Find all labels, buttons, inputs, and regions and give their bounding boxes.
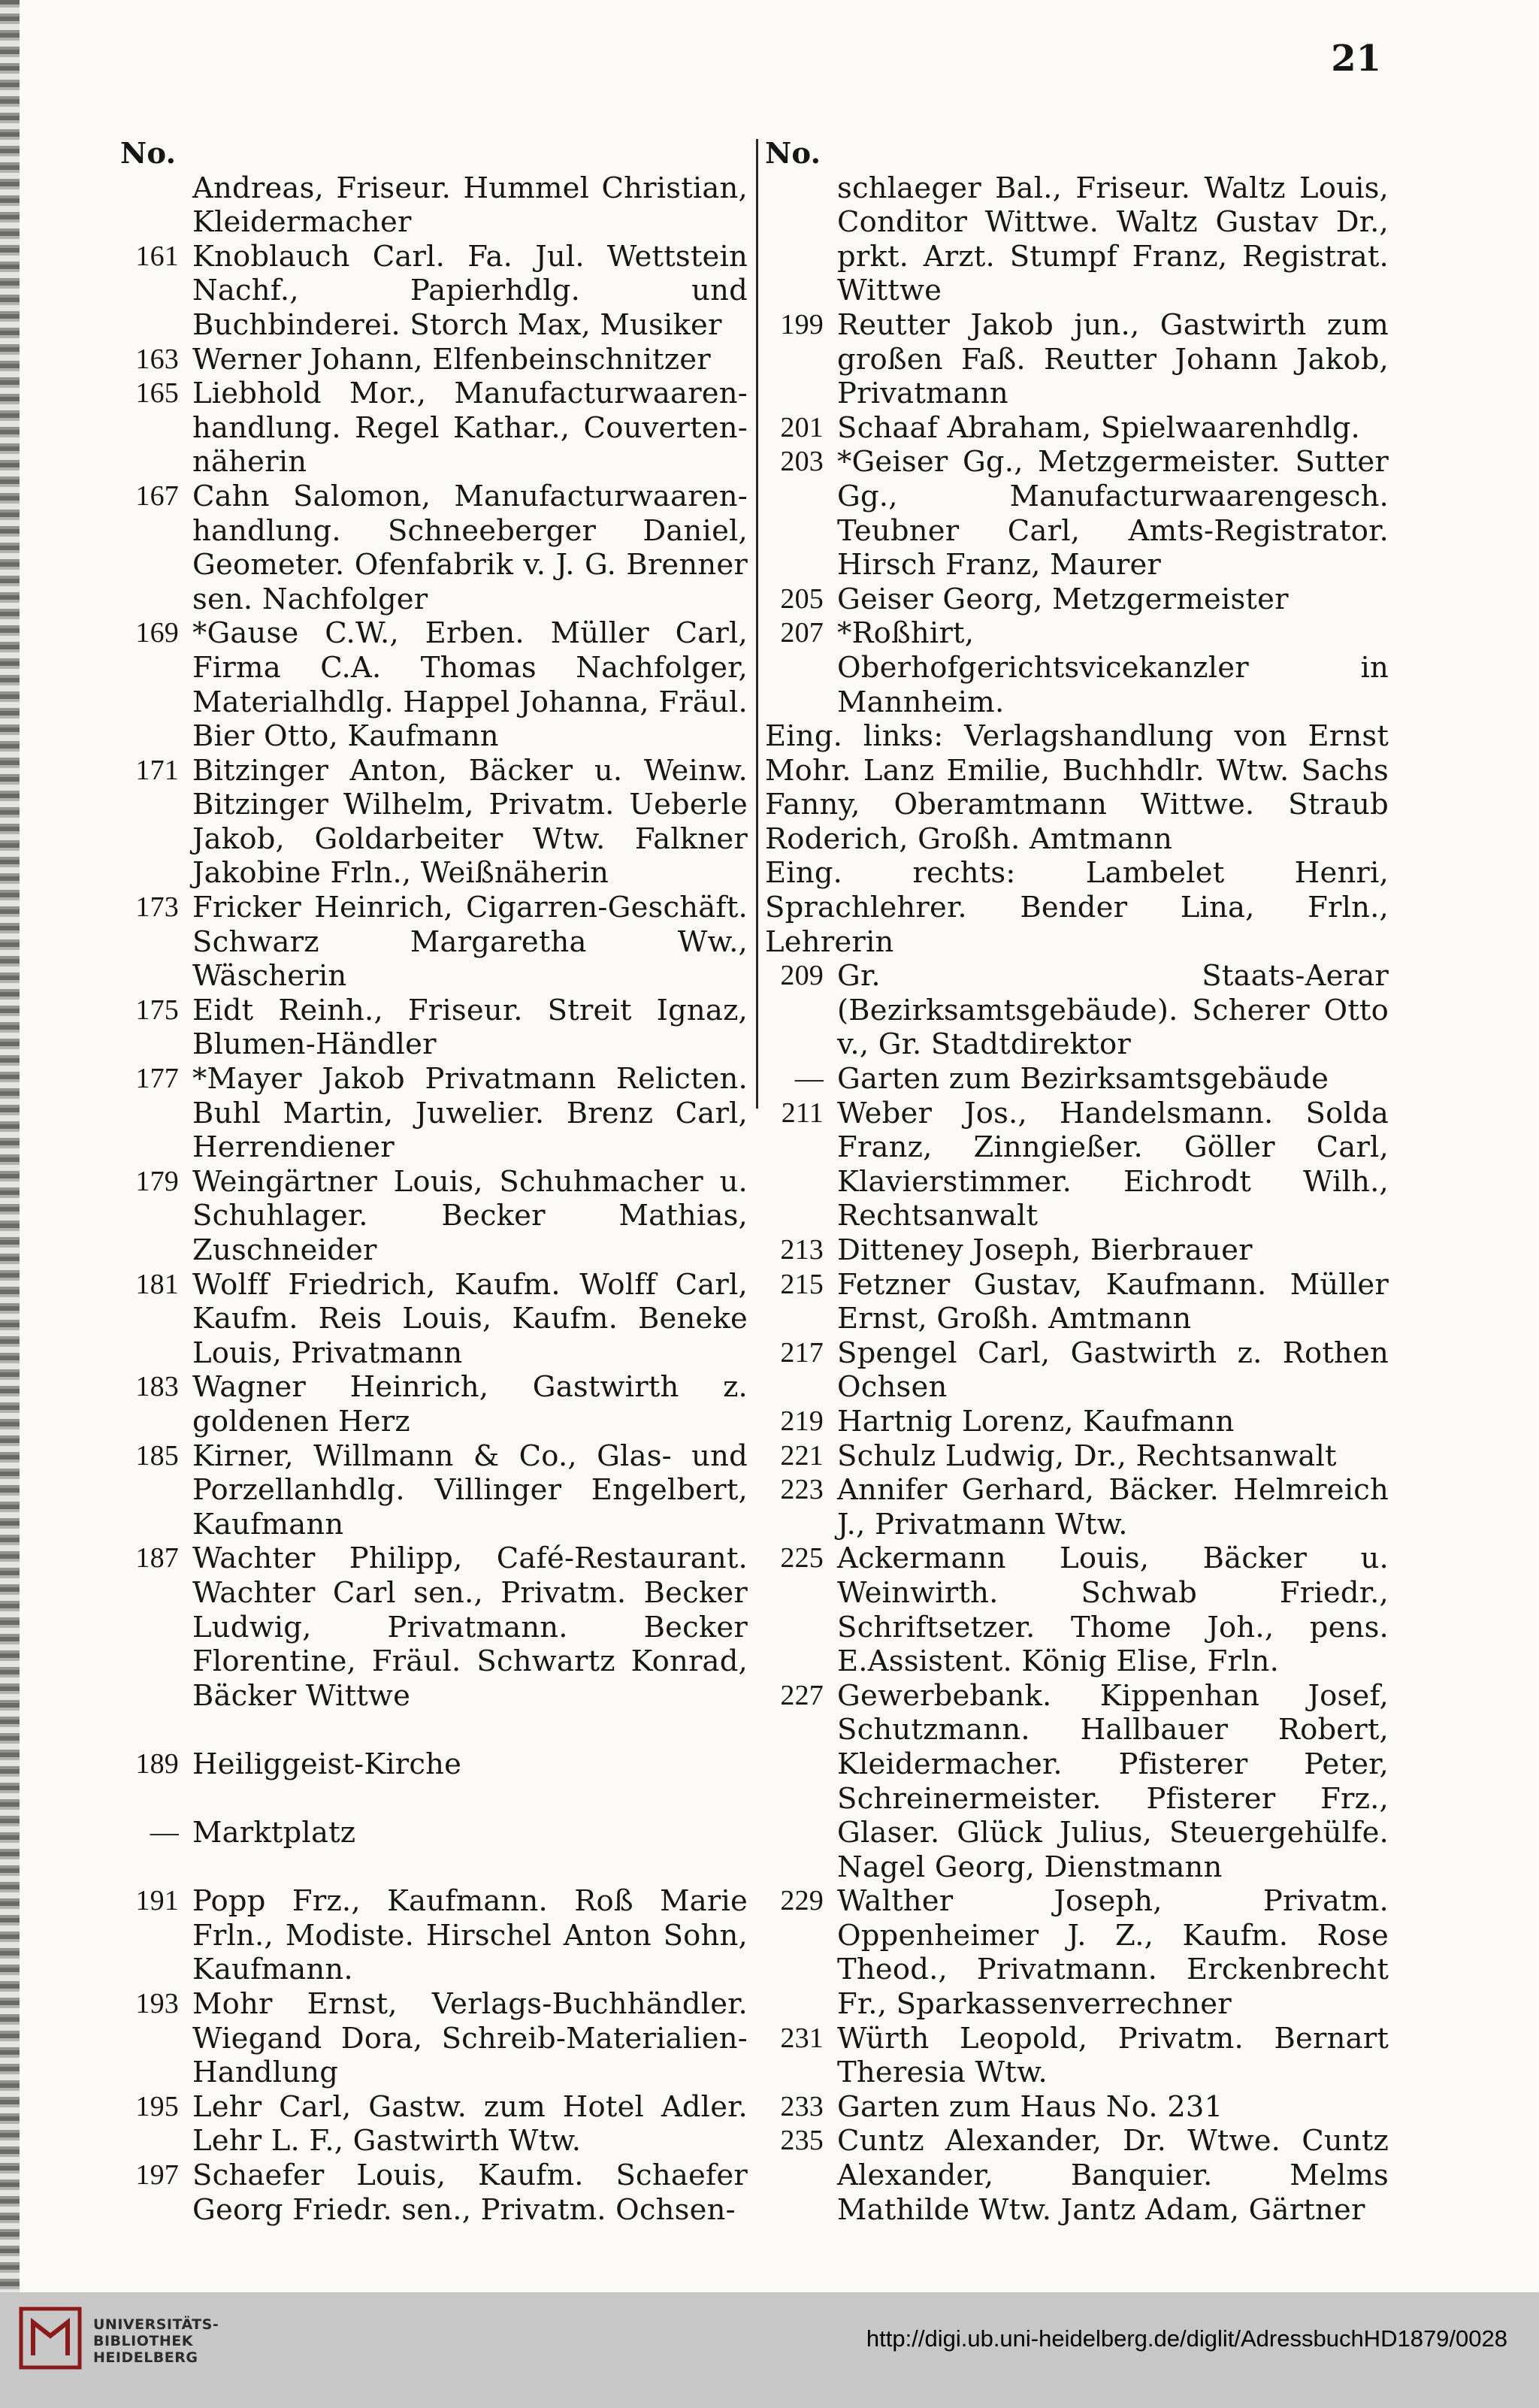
- entry-text: Walther Joseph, Privatm. Oppenheimer J. Z., Kaufm. Rose Theod., Privatmann. Erckenbrecht Fr., Sparkassenverrechner: [837, 1884, 1389, 2022]
- house-number: 229: [780, 1885, 824, 1917]
- directory-entry: [120, 343, 748, 377]
- directory-entry: [765, 719, 1389, 856]
- column-divider: [756, 139, 758, 1109]
- directory-entry: [765, 1062, 1389, 1097]
- directory-entry: [120, 1747, 748, 1782]
- entry-text: Hartnig Lorenz, Kaufmann: [837, 1404, 1235, 1438]
- entry-text: Popp Frz., Kaufmann. Roß Marie Frln., Modiste. Hirschel Anton Sohn, Kaufmann.: [192, 1884, 748, 1987]
- house-number: 175: [135, 994, 179, 1026]
- logo-line-2: BIBLIOTHEK: [93, 2333, 193, 2349]
- entry-text: Würth Leopold, Privatm. Bernart Theresia Wtw.: [837, 2021, 1389, 2090]
- entry-text: Gewerbebank. Kippenhan Josef, Schutzmann. Hallbauer Robert, Kleidermacher. Pfisterer Peter, Schreinermeister. Pfisterer Frz., Glaser. Glück Julius, Steuergehülfe. Nagel Georg, Dienstmann: [837, 1678, 1389, 1884]
- directory-entry: [120, 1268, 748, 1371]
- house-number: —: [794, 1063, 824, 1095]
- house-number: 211: [781, 1097, 824, 1129]
- house-number: 167: [135, 479, 179, 512]
- directory-entry: [120, 616, 748, 753]
- directory-entry: [120, 1987, 748, 2090]
- right-entry-list: [765, 171, 1389, 2228]
- page-binding-edge: [0, 0, 20, 2292]
- viewer-footer: [0, 2292, 1539, 2408]
- entry-text: Andreas, Friseur. Hummel Christian, Kleidermacher: [192, 171, 748, 240]
- directory-entry: [120, 479, 748, 616]
- entry-text: Liebhold Mor., Manufacturwaaren-handlung. Regel Kathar., Couverten-näherin: [192, 377, 748, 479]
- directory-entry: [120, 171, 748, 240]
- house-number: 217: [780, 1336, 824, 1369]
- directory-entry: [765, 2124, 1389, 2227]
- directory-entry: [765, 582, 1389, 617]
- entry-text: Gr. Staats-Aerar (Bezirksamtsgebäude). Scherer Otto v., Gr. Stadtdirektor: [837, 959, 1389, 1062]
- entry-text: schlaeger Bal., Friseur. Waltz Louis, Conditor Wittwe. Waltz Gustav Dr., prkt. Arzt. Stumpf Franz, Registrat. Wittwe: [837, 171, 1389, 308]
- house-number: 187: [135, 1542, 179, 1575]
- directory-entry: [120, 240, 748, 343]
- entry-text: Wolff Friedrich, Kaufm. Wolff Carl, Kaufm. Reis Louis, Kaufm. Beneke Louis, Privatmann: [192, 1267, 748, 1370]
- directory-entry: [120, 2090, 748, 2158]
- directory-entry: [120, 377, 748, 479]
- house-number: 169: [135, 617, 179, 649]
- entry-text: Reutter Jakob jun., Gastwirth zum großen Faß. Reutter Johann Jakob, Privatmann: [837, 307, 1389, 411]
- directory-entry: [765, 1541, 1389, 1678]
- house-number: 161: [135, 240, 179, 272]
- house-number: 199: [780, 308, 824, 340]
- house-number: 183: [135, 1371, 179, 1403]
- directory-entry: [120, 1816, 748, 1850]
- house-number: 179: [135, 1165, 179, 1197]
- directory-entry: [765, 1097, 1389, 1233]
- right-column-header: No.: [765, 137, 821, 171]
- left-entry-list: [120, 171, 748, 2228]
- house-number: 185: [135, 1439, 179, 1472]
- entry-text: *Geiser Gg., Metzgermeister. Sutter Gg., Manufacturwaarengesch. Teubner Carl, Amts-Registrator. Hirsch Franz, Maurer: [837, 445, 1389, 582]
- house-number: 235: [780, 2125, 824, 2157]
- entry-text: *Roßhirt, Oberhofgerichtsvicekanzler in Mannheim.: [837, 616, 1389, 719]
- directory-entry: [765, 411, 1389, 446]
- entry-text: Spengel Carl, Gastwirth z. Rothen Ochsen: [837, 1336, 1389, 1405]
- entry-text: Eing. rechts: Lambelet Henri, Sprachlehrer. Bender Lina, Frln., Lehrerin: [765, 856, 1389, 959]
- directory-entry: [120, 1165, 748, 1268]
- directory-entry: [120, 2158, 748, 2227]
- house-number: 225: [780, 1542, 824, 1575]
- house-number: 207: [780, 617, 824, 649]
- entry-text: Annifer Gerhard, Bäcker. Helmreich J., Privatmann Wtw.: [837, 1473, 1389, 1541]
- house-number: 205: [780, 582, 824, 615]
- directory-entry: [765, 1439, 1389, 1474]
- entry-text: Wachter Philipp, Café-Restaurant. Wachter Carl sen., Privatm. Becker Ludwig, Privatmann. Becker Florentine, Fräul. Schwartz Konrad, Bäcker Wittwe: [192, 1541, 748, 1713]
- house-number: 171: [135, 754, 179, 786]
- directory-entry: [765, 856, 1389, 959]
- house-number: 165: [135, 377, 179, 410]
- directory-entry: [765, 1233, 1389, 1268]
- entry-text: Wagner Heinrich, Gastwirth z. goldenen Herz: [192, 1370, 748, 1438]
- house-number: 163: [135, 343, 179, 375]
- directory-entry: [765, 1336, 1389, 1405]
- entry-text: Eing. links: Verlagshandlung von Ernst Mohr. Lanz Emilie, Buchhdlr. Wtw. Sachs Fanny, Oberamtmann Wittwe. Straub Roderich, Großh. Amtmann: [765, 719, 1389, 856]
- entry-text: *Mayer Jakob Privatmann Relicten. Buhl Martin, Juwelier. Brenz Carl, Herrendiener: [192, 1062, 748, 1165]
- entry-text: Eidt Reinh., Friseur. Streit Ignaz, Blumen-Händler: [192, 993, 748, 1062]
- entry-text: Werner Johann, Elfenbeinschnitzer: [192, 342, 711, 377]
- house-number: 193: [135, 1988, 179, 2020]
- library-logo-icon: [18, 2306, 83, 2370]
- directory-entry: [120, 891, 748, 994]
- directory-entry: [120, 994, 748, 1062]
- house-number: 195: [135, 2090, 179, 2122]
- directory-entry: [120, 1884, 748, 1987]
- directory-entry: [120, 1062, 748, 1165]
- house-number: 191: [135, 1885, 179, 1917]
- entry-text: Bitzinger Anton, Bäcker u. Weinw. Bitzinger Wilhelm, Privatm. Ueberle Jakob, Goldarbeiter Wtw. Falkner Jakobine Frln., Weißnäherin: [192, 753, 748, 891]
- entry-text: Lehr Carl, Gastw. zum Hotel Adler. Lehr L. F., Gastwirth Wtw.: [192, 2089, 748, 2158]
- house-number: 219: [780, 1405, 824, 1437]
- house-number: 223: [780, 1474, 824, 1506]
- directory-entry: [765, 1679, 1389, 1885]
- house-number: 209: [780, 960, 824, 992]
- source-url-link[interactable]: http://digi.ub.uni-heidelberg.de/diglit/AdressbuchHD1879/0028: [866, 2325, 1507, 2352]
- house-number: 233: [780, 2090, 824, 2122]
- house-number: 181: [135, 1268, 179, 1300]
- house-number: 231: [780, 2022, 824, 2054]
- entry-text: Heiliggeist-Kirche: [192, 1747, 462, 1781]
- entry-text: Fetzner Gustav, Kaufmann. Müller Ernst, Großh. Amtmann: [837, 1267, 1389, 1336]
- house-number: 173: [135, 891, 179, 924]
- entry-text: Weber Jos., Handelsmann. Solda Franz, Zinngießer. Göller Carl, Klavierstimmer. Eichrodt Wilh., Rechtsanwalt: [837, 1096, 1389, 1233]
- house-number: —: [150, 1817, 179, 1849]
- directory-entry: [120, 1439, 748, 1542]
- entry-text: Garten zum Bezirksamtsgebäude: [837, 1062, 1329, 1097]
- directory-entry: [120, 1541, 748, 1713]
- house-number: 201: [780, 411, 824, 443]
- logo-line-3: HEIDELBERG: [93, 2349, 198, 2366]
- entry-text: Geiser Georg, Metzgermeister: [837, 582, 1289, 616]
- house-number: 197: [135, 2159, 179, 2192]
- entry-text: Weingärtner Louis, Schuhmacher u. Schuhlager. Becker Mathias, Zuschneider: [192, 1164, 748, 1267]
- left-column-header: No.: [120, 137, 177, 171]
- entry-text: Schaefer Louis, Kaufm. Schaefer Georg Friedr. sen., Privatm. Ochsen-: [192, 2158, 748, 2227]
- page-number: 21: [1331, 38, 1381, 80]
- directory-entry: [765, 616, 1389, 719]
- directory-entry: [765, 308, 1389, 411]
- directory-entry: [765, 2090, 1389, 2125]
- entry-text: Ackermann Louis, Bäcker u. Weinwirth. Schwab Friedr., Schriftsetzer. Thome Joh., pens. E.Assistent. König Elise, Frln.: [837, 1541, 1389, 1679]
- entry-text: Fricker Heinrich, Cigarren-Geschäft. Schwarz Margaretha Ww., Wäscherin: [192, 891, 748, 994]
- directory-entry: [765, 445, 1389, 582]
- entry-text: Schaaf Abraham, Spielwaarenhdlg.: [837, 410, 1360, 445]
- house-number: 203: [780, 446, 824, 478]
- entry-text: Schulz Ludwig, Dr., Rechtsanwalt: [837, 1438, 1337, 1473]
- directory-entry: [120, 754, 748, 891]
- entry-text: Ditteney Joseph, Bierbrauer: [837, 1233, 1253, 1267]
- entry-text: Garten zum Haus No. 231: [837, 2089, 1223, 2124]
- directory-entry: [765, 1268, 1389, 1336]
- directory-entry: [765, 171, 1389, 308]
- left-column: [120, 137, 748, 2227]
- directory-entry: [765, 1405, 1389, 1439]
- entry-text: *Gause C.W., Erben. Müller Carl, Firma C.A. Thomas Nachfolger, Materialhdlg. Happel Johanna, Fräul. Bier Otto, Kaufmann: [192, 616, 748, 754]
- house-number: 189: [135, 1747, 179, 1780]
- directory-entry: [120, 1370, 748, 1438]
- entry-text: Marktplatz: [192, 1816, 356, 1850]
- entry-text: Kirner, Willmann & Co., Glas- und Porzellanhdlg. Villinger Engelbert, Kaufmann: [192, 1438, 748, 1541]
- library-logo-text: [93, 2316, 219, 2366]
- right-column: [765, 137, 1389, 2227]
- logo-line-1: UNIVERSITÄTS-: [93, 2316, 219, 2333]
- house-number: 215: [780, 1268, 824, 1300]
- house-number: 177: [135, 1063, 179, 1095]
- house-number: 227: [780, 1679, 824, 1711]
- directory-entry: [765, 1473, 1389, 1541]
- entry-text: Mohr Ernst, Verlags-Buchhändler. Wiegand Dora, Schreib-Materialien-Handlung: [192, 1987, 748, 2090]
- entry-text: Cuntz Alexander, Dr. Wtwe. Cuntz Alexander, Banquier. Melms Mathilde Wtw. Jantz Adam, Gärtner: [837, 2124, 1389, 2227]
- house-number: 221: [780, 1439, 824, 1472]
- directory-entry: [765, 959, 1389, 1062]
- house-number: 213: [780, 1234, 824, 1266]
- entry-text: Knoblauch Carl. Fa. Jul. Wettstein Nachf., Papierhdlg. und Buchbinderei. Storch Max, Musiker: [192, 239, 748, 342]
- directory-entry: [765, 1884, 1389, 2021]
- directory-entry: [765, 2022, 1389, 2090]
- entry-text: Cahn Salomon, Manufacturwaaren-handlung. Schneeberger Daniel, Geometer. Ofenfabrik v. J. G. Brenner sen. Nachfolger: [192, 479, 748, 616]
